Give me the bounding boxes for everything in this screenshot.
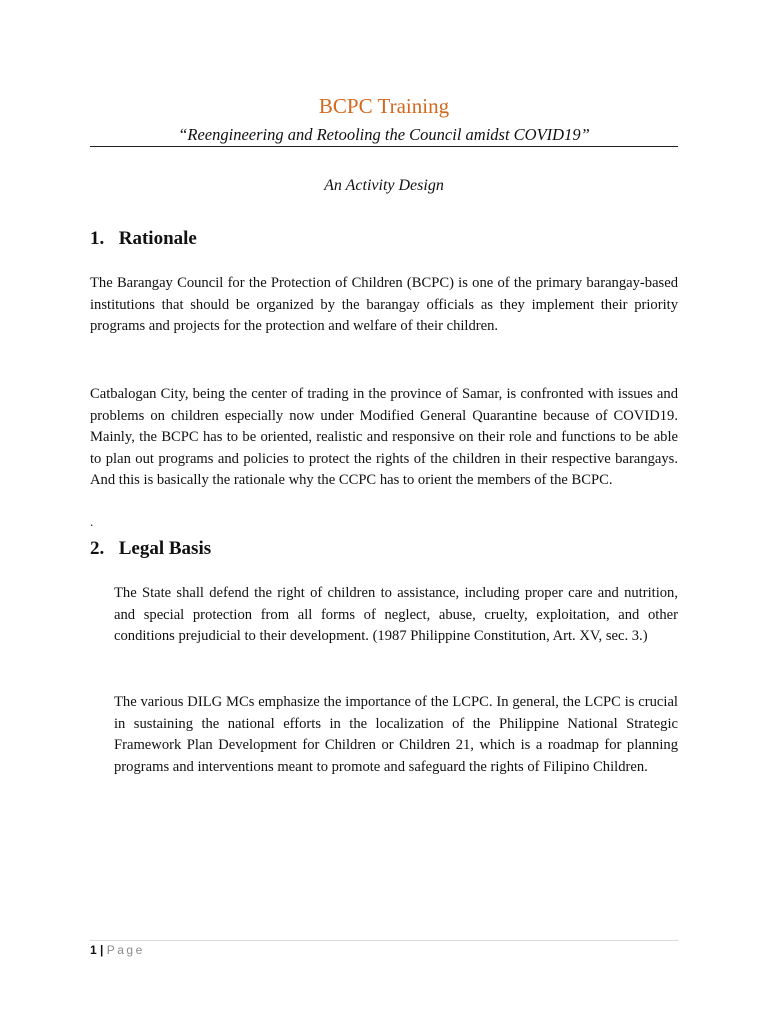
page-footer: [90, 943, 145, 957]
section-number: 2.: [90, 538, 105, 559]
page-label: Page: [106, 943, 145, 957]
footer-separator: |: [100, 943, 104, 957]
rationale-paragraph-2: Catbalogan City, being the center of trading in the province of Samar, is confronted with issues and problems on children especially now under Modified General Quarantine because of COVID19. Mainly, the BCPC has to be oriented, realistic and responsive on their role and functions to be able to plan out programs and policies to protect the rights of the children in their respective barangays. And this is basically the rationale why the CCPC has to orient the members of the BCPC.: [90, 386, 678, 488]
document-title: BCPC Training: [318, 94, 450, 118]
trailing-dot: .: [90, 514, 94, 529]
legal-basis-paragraph-1: The State shall defend the right of children to assistance, including proper care and nutrition, and special protection from all forms of neglect, abuse, cruelty, exploitation, and other conditions prejudicial to their development. (1987 Philippine Constitution, Art. XV, sec. 3.): [114, 585, 678, 644]
section-title: Legal Basis: [118, 538, 212, 559]
legal-basis-paragraph-2: The various DILG MCs emphasize the importance of the LCPC. In general, the LCPC is crucial in sustaining the national efforts in the localization of the Philippine National Strategic Framework Plan Development for Children or Children 21, which is a roadmap for planning programs and interventions meant to promote and safeguard the rights of Filipino Children.: [114, 694, 678, 775]
section-title: Rationale: [118, 228, 197, 249]
rationale-paragraph-1: The Barangay Council for the Protection of Children (BCPC) is one of the primary barangay-based institutions that should be organized by the barangay officials as they implement their priority programs and projects for the protection and welfare of their children.: [90, 275, 678, 334]
page-number: 1: [90, 943, 97, 957]
title-divider: [90, 146, 678, 147]
section-heading-legal-basis: [90, 538, 211, 560]
section-number: 1.: [90, 228, 105, 249]
activity-design-label: An Activity Design: [324, 177, 444, 194]
footer-divider: [90, 940, 678, 941]
document-subtitle: “Reengineering and Retooling the Council amidst COVID19”: [178, 125, 590, 144]
section-heading-rationale: [90, 228, 197, 250]
